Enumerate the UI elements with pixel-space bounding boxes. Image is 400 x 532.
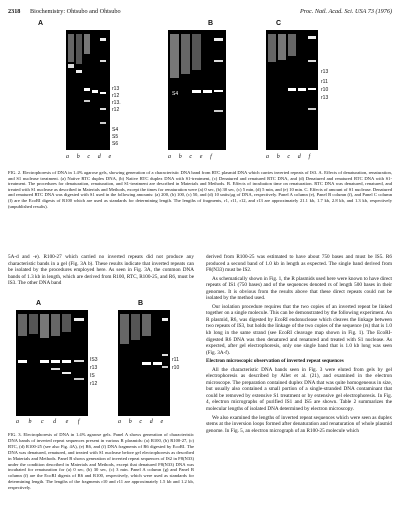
section-heading: Electron microscopic observation of inverted repeat sequences <box>206 358 344 365</box>
fig2-panel-a-letter: A <box>38 20 44 27</box>
fig2-gel-a <box>66 30 110 150</box>
fig2-panel-c-letter: C <box>276 20 282 27</box>
fig2-c-label-2: r11 <box>321 79 328 85</box>
fig2-gel-c <box>266 30 318 150</box>
fig3-gel-a-bands <box>16 310 88 416</box>
figure-3 <box>8 300 194 430</box>
fig3-a-label-1: IS3 <box>90 357 98 363</box>
figure-2-caption: FIG. 2. Electrophoresis of DNA in 1.4% agarose gels, showing generation of a characteristic DNA band from RTC plasmid DNA which carries inverted repeats of IS3. A. Effects of denaturation, renaturation, and S1 nuclease treatment. (a) Native RTC duplex DNA, (b) Native RTC duplex DNA with S1-treatment, (c) Denatured and renatured RTC DNA, and (d) Denatured and renatured RTC DNA with S1-treatment. The procedures for denaturation, renaturation, and S1-treatment are described in Materials and Methods. B. Effects of incubation time on renaturation. RTC DNA was denatured, renatured, and treated with S1 nuclease as described in Materials and Methods, except the times for renaturation were (a) 0 sec, (b) 30 sec, (c) 5 min, (d) 5 min, and (e) 10 min. C. Effects of amount of S1 nuclease. Denatured and renatured RTC DNA was digested with S1 used in the following amounts: (a) 200, (b) 100, (c) 50, and (d) 10 units/µg of DNA, respectively. Panel A column (e), Panel B column (f), and Panel C column (f) are the EcoRI digests of R100 which are used as standards for determining length. The lengths of fragments, r1, r11, r12, and r13 are approximately 21.1 kb, 1.7 kb, 2.8 kb, and 1.3 kb, respectively (unpublished results). <box>8 170 392 209</box>
section-title: Biochemistry: Ohtsubo and Ohtsubo <box>30 8 121 15</box>
fig2-b-lane-labels: a b c e f <box>168 154 215 160</box>
right-paragraph-2: As schematically shown in Fig. 1, the R plasmids used here were known to have direct repeats of IS1 (750 bases) and of the sequences denoted rs of length 500 bases in their genomes. It is obvious from the results above that these direct repeats could not be isolated by the method used. <box>206 275 392 302</box>
fig3-panel-a-letter: A <box>36 300 42 307</box>
fig2-c-label-1: r13 <box>321 69 329 75</box>
fig3-b-lane-labels: a b c d e <box>118 419 167 425</box>
fig2-gel-b <box>168 30 226 150</box>
fig2-a-label-3: r13. <box>112 100 121 106</box>
fig2-a-right-label-3: S6 <box>112 141 119 147</box>
right-paragraph-4: All the characteristic DNA bands seen in Fig. 3 were eluted from gels by gel electrophoresis as described by Allet et al. (21), and examined in the electron microscope. The preparation contained duplex DNA that was quite homogeneous in size, but usually also contained a small portion of a single-stranded DNA contaminant that could be removed by extensive S1 treatment or by extensive gel electrophoresis. In Fig. 4, electron micrographs of purified IS1 and IS5 are shown. Table 2 summarizes the molecular lengths of isolated DNA determined by electron microscopy. <box>206 366 392 413</box>
fig2-a-right-label-1: S4 <box>112 127 119 133</box>
fig2-gel-c-bands <box>266 30 318 150</box>
figure-3-caption: FIG. 3. Electrophoresis of DNA in 1.4% agarose gels. Panel A shows generation of characteristic DNA bands of inverted repeat sequences present in various R plasmids: (a) R100, (b) R100-27, (c) RTC, (d) R100-25 (see also Fig. 4A), (e) R6, and (f) DNA fragments of R6 digested by EcoRI. The DNA was denatured, renatured, and treated with S1 nuclease before gel electrophoresis as described in Materials and Methods. Panel B shows generation of inverted repeat sequences of IS2 in F8(N33) under the condition described in Materials and Methods, except that denatured F8(N33) DNA was incubated for renaturation for (a) 0 sec, (b) 30 sec, (c) 3 min. Panel A column (g) and Panel B column (f) are the EcoRI digests of R6 and R100, respectively, which were used as standards for determining length. The lengths of the fragments r10 and r11 are approximately 1.5 kb and 1.2 kb, respectively. <box>8 432 194 491</box>
fig2-a-lane-labels: a b c d e <box>66 154 115 160</box>
fig3-b-label-2: r10 <box>172 365 180 371</box>
fig3-a-label-2: r13 <box>90 365 98 371</box>
fig2-a-label-1: r13 <box>112 86 120 92</box>
left-paragraph-1: 5A-d and -e). R100-27 which carried no inverted repeats did not produce any characteristic bands in a gel (Fig. 3A b). These results indicate that inverted repeats can be isolated by the procedures employed here. As seen in Fig. 3A, the common DNA bands of 1.3 kb in length, which are derived from R100, RTC, R100-25, and R6, must be IS3. The other DNA band <box>8 254 194 287</box>
fig3-gel-b-bands <box>118 310 170 416</box>
fig3-panel-b-letter: B <box>138 300 144 307</box>
fig2-b-label: S4 <box>172 91 179 97</box>
right-paragraph-5: We also examined the lengths of inverted repeat sequences which were seen as duplex stems at the inversion loops formed after denaturation and renaturation of whole plasmid genome. In Fig. 5, an electron micrograph of an R100-25 molecule which <box>206 414 392 434</box>
figure-2 <box>8 20 392 168</box>
fig2-gel-a-bands <box>66 30 110 150</box>
fig2-a-right-label-2: S5 <box>112 134 119 140</box>
fig3-a-label-4: r12 <box>90 381 98 387</box>
running-header <box>8 8 392 18</box>
fig2-panel-b-letter: B <box>208 20 214 27</box>
right-paragraph-3: Our isolation procedure requires that the two copies of an inverted repeat be linked together on a single molecule. This can be demonstrated by the following experiment. An R plasmid, R6, was digested by EcoRI endonuclease which cleaves the linkage between two repeats of IS3, but holds the linkage of the two copies of the sequence (rs) that is 1.0 kb long in the same strand (see EcoRI cleavage map shown in Fig. 1). The EcoRI-digested R6 DNA was then denatured and renatured and treated with S1 nuclease. As expected, after gel electrophoresis, only one single band that is 1.0 kb long was seen (Fig. 3A-f). <box>206 303 392 356</box>
journal-citation: Proc. Natl. Acad. Sci. USA 73 (1976) <box>300 8 392 15</box>
right-column <box>206 254 392 436</box>
fig2-c-lane-labels: a b c d f <box>266 154 314 160</box>
fig3-a-label-3: IS <box>90 373 95 379</box>
fig2-a-label-4: r12 <box>112 107 120 113</box>
fig2-c-label-3: r10 <box>321 87 329 93</box>
left-column <box>8 254 194 289</box>
fig3-gel-b <box>118 310 170 416</box>
right-paragraph-1: derived from R100-25 was estimated to have about 750 bases and must be IS5. R6 produced a second band of 1.0 kb in length as expected. The single band derived from F8(N33) must be IS2. <box>206 254 392 274</box>
fig2-gel-b-bands <box>168 30 226 150</box>
fig2-c-label-4: r13 <box>321 95 329 101</box>
page-number: 2318 <box>8 8 21 15</box>
fig3-b-label-1: r11 <box>172 357 179 363</box>
fig3-gel-a <box>16 310 88 416</box>
fig2-a-label-2: r12 <box>112 93 120 99</box>
fig3-a-lane-labels: a b c d e f <box>16 419 84 425</box>
